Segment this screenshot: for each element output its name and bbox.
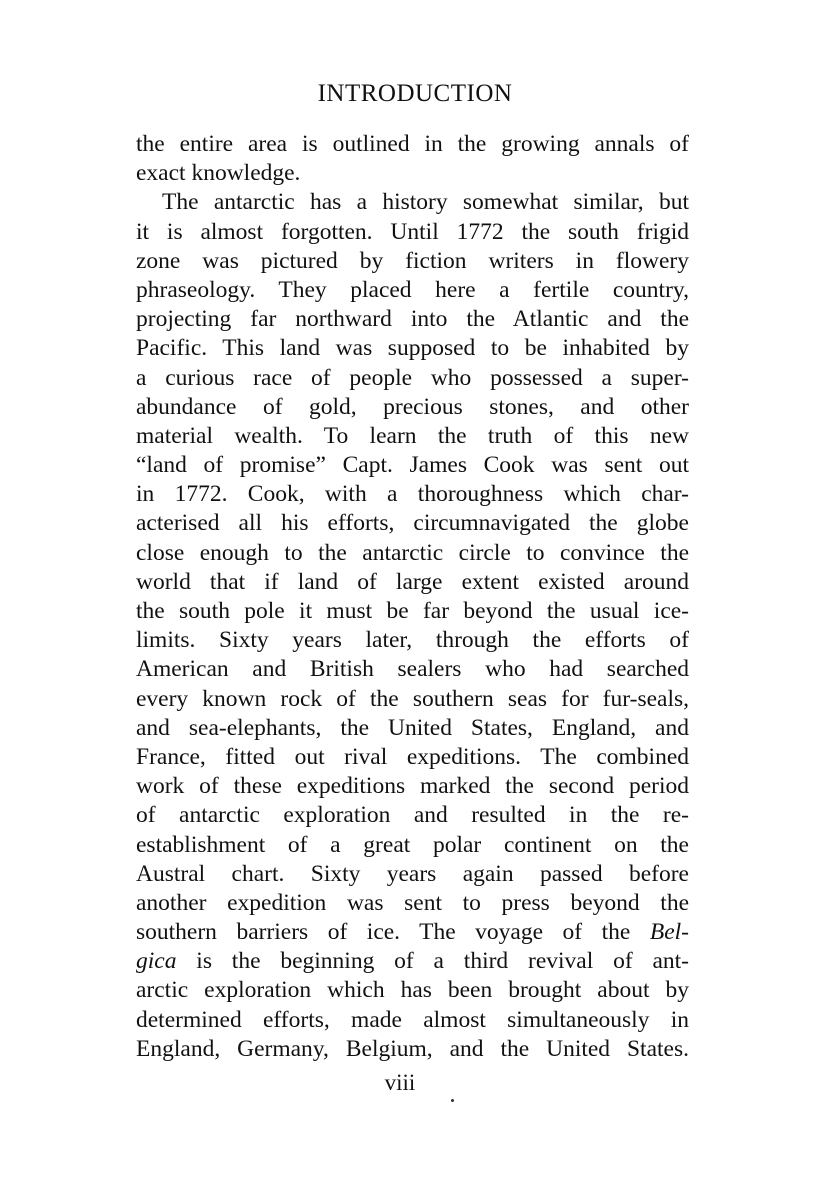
text-line: work of these expeditions marked the second period	[136, 773, 689, 800]
text-line: projecting far northward into the Atlantic and the	[136, 306, 689, 333]
text-line-part: is the beginning of a third revival of ant-	[196, 948, 689, 975]
text-line: abundance of gold, precious stones, and other	[136, 393, 689, 420]
text-line: the entire area is outlined in the growing annals of	[136, 131, 689, 157]
text-line: of antarctic exploration and resulted in the re-	[136, 802, 689, 829]
text-line: close enough to the antarctic circle to convince the	[136, 539, 689, 566]
text-line: determined efforts, made almost simultaneously in	[136, 1006, 689, 1033]
text-line: and sea-elephants, the United States, England, and	[136, 714, 689, 741]
text-line: Pacific. This land was supposed to be inhabited by	[136, 335, 689, 362]
text-line: another expedition was sent to press beyond the	[136, 889, 689, 916]
text-line	[136, 947, 689, 976]
body-text	[136, 130, 689, 1064]
text-line: France, fitted out rival expeditions. The combined	[136, 743, 689, 770]
text-line: arctic exploration which has been brought about by	[136, 977, 689, 1004]
text-line: in 1772. Cook, with a thoroughness which char-	[136, 481, 689, 508]
text-line: a curious race of people who possessed a super-	[136, 364, 689, 391]
text-line: zone was pictured by fiction writers in flowery	[136, 247, 689, 274]
text-line: world that if land of large extent existed around	[136, 568, 689, 595]
text-line-part: southern barriers of ice. The voyage of the	[136, 919, 650, 946]
text-line: phraseology. They placed here a fertile country,	[136, 276, 689, 303]
text-line: every known rock of the southern seas for fur-seals,	[136, 685, 689, 712]
page-number: viii	[384, 1070, 416, 1095]
ship-name-italic: Bel-	[649, 919, 689, 946]
text-line: “land of promise” Capt. James Cook was sent out	[136, 452, 689, 479]
text-line: Austral chart. Sixty years again passed before	[136, 860, 689, 887]
text-line: American and British sealers who had searched	[136, 656, 689, 683]
ship-name-italic: gica	[136, 948, 177, 975]
text-line	[136, 918, 689, 947]
print-speck	[451, 1099, 454, 1102]
text-line: material wealth. To learn the truth of this new	[136, 422, 689, 449]
text-line: the south pole it must be far beyond the usual ice-	[136, 598, 689, 624]
text-line: England, Germany, Belgium, and the United States.	[136, 1035, 689, 1062]
text-line: acterised all his efforts, circumnavigated the globe	[136, 510, 689, 537]
text-line: exact knowledge.	[136, 160, 301, 187]
text-line: it is almost forgotten. Until 1772 the south frigid	[136, 218, 689, 245]
text-line: establishment of a great polar continent on the	[136, 831, 689, 858]
running-head: INTRODUCTION	[317, 80, 513, 107]
text-line: The antarctic has a history somewhat similar, but	[162, 189, 689, 216]
text-line: limits. Sixty years later, through the efforts of	[136, 627, 689, 654]
